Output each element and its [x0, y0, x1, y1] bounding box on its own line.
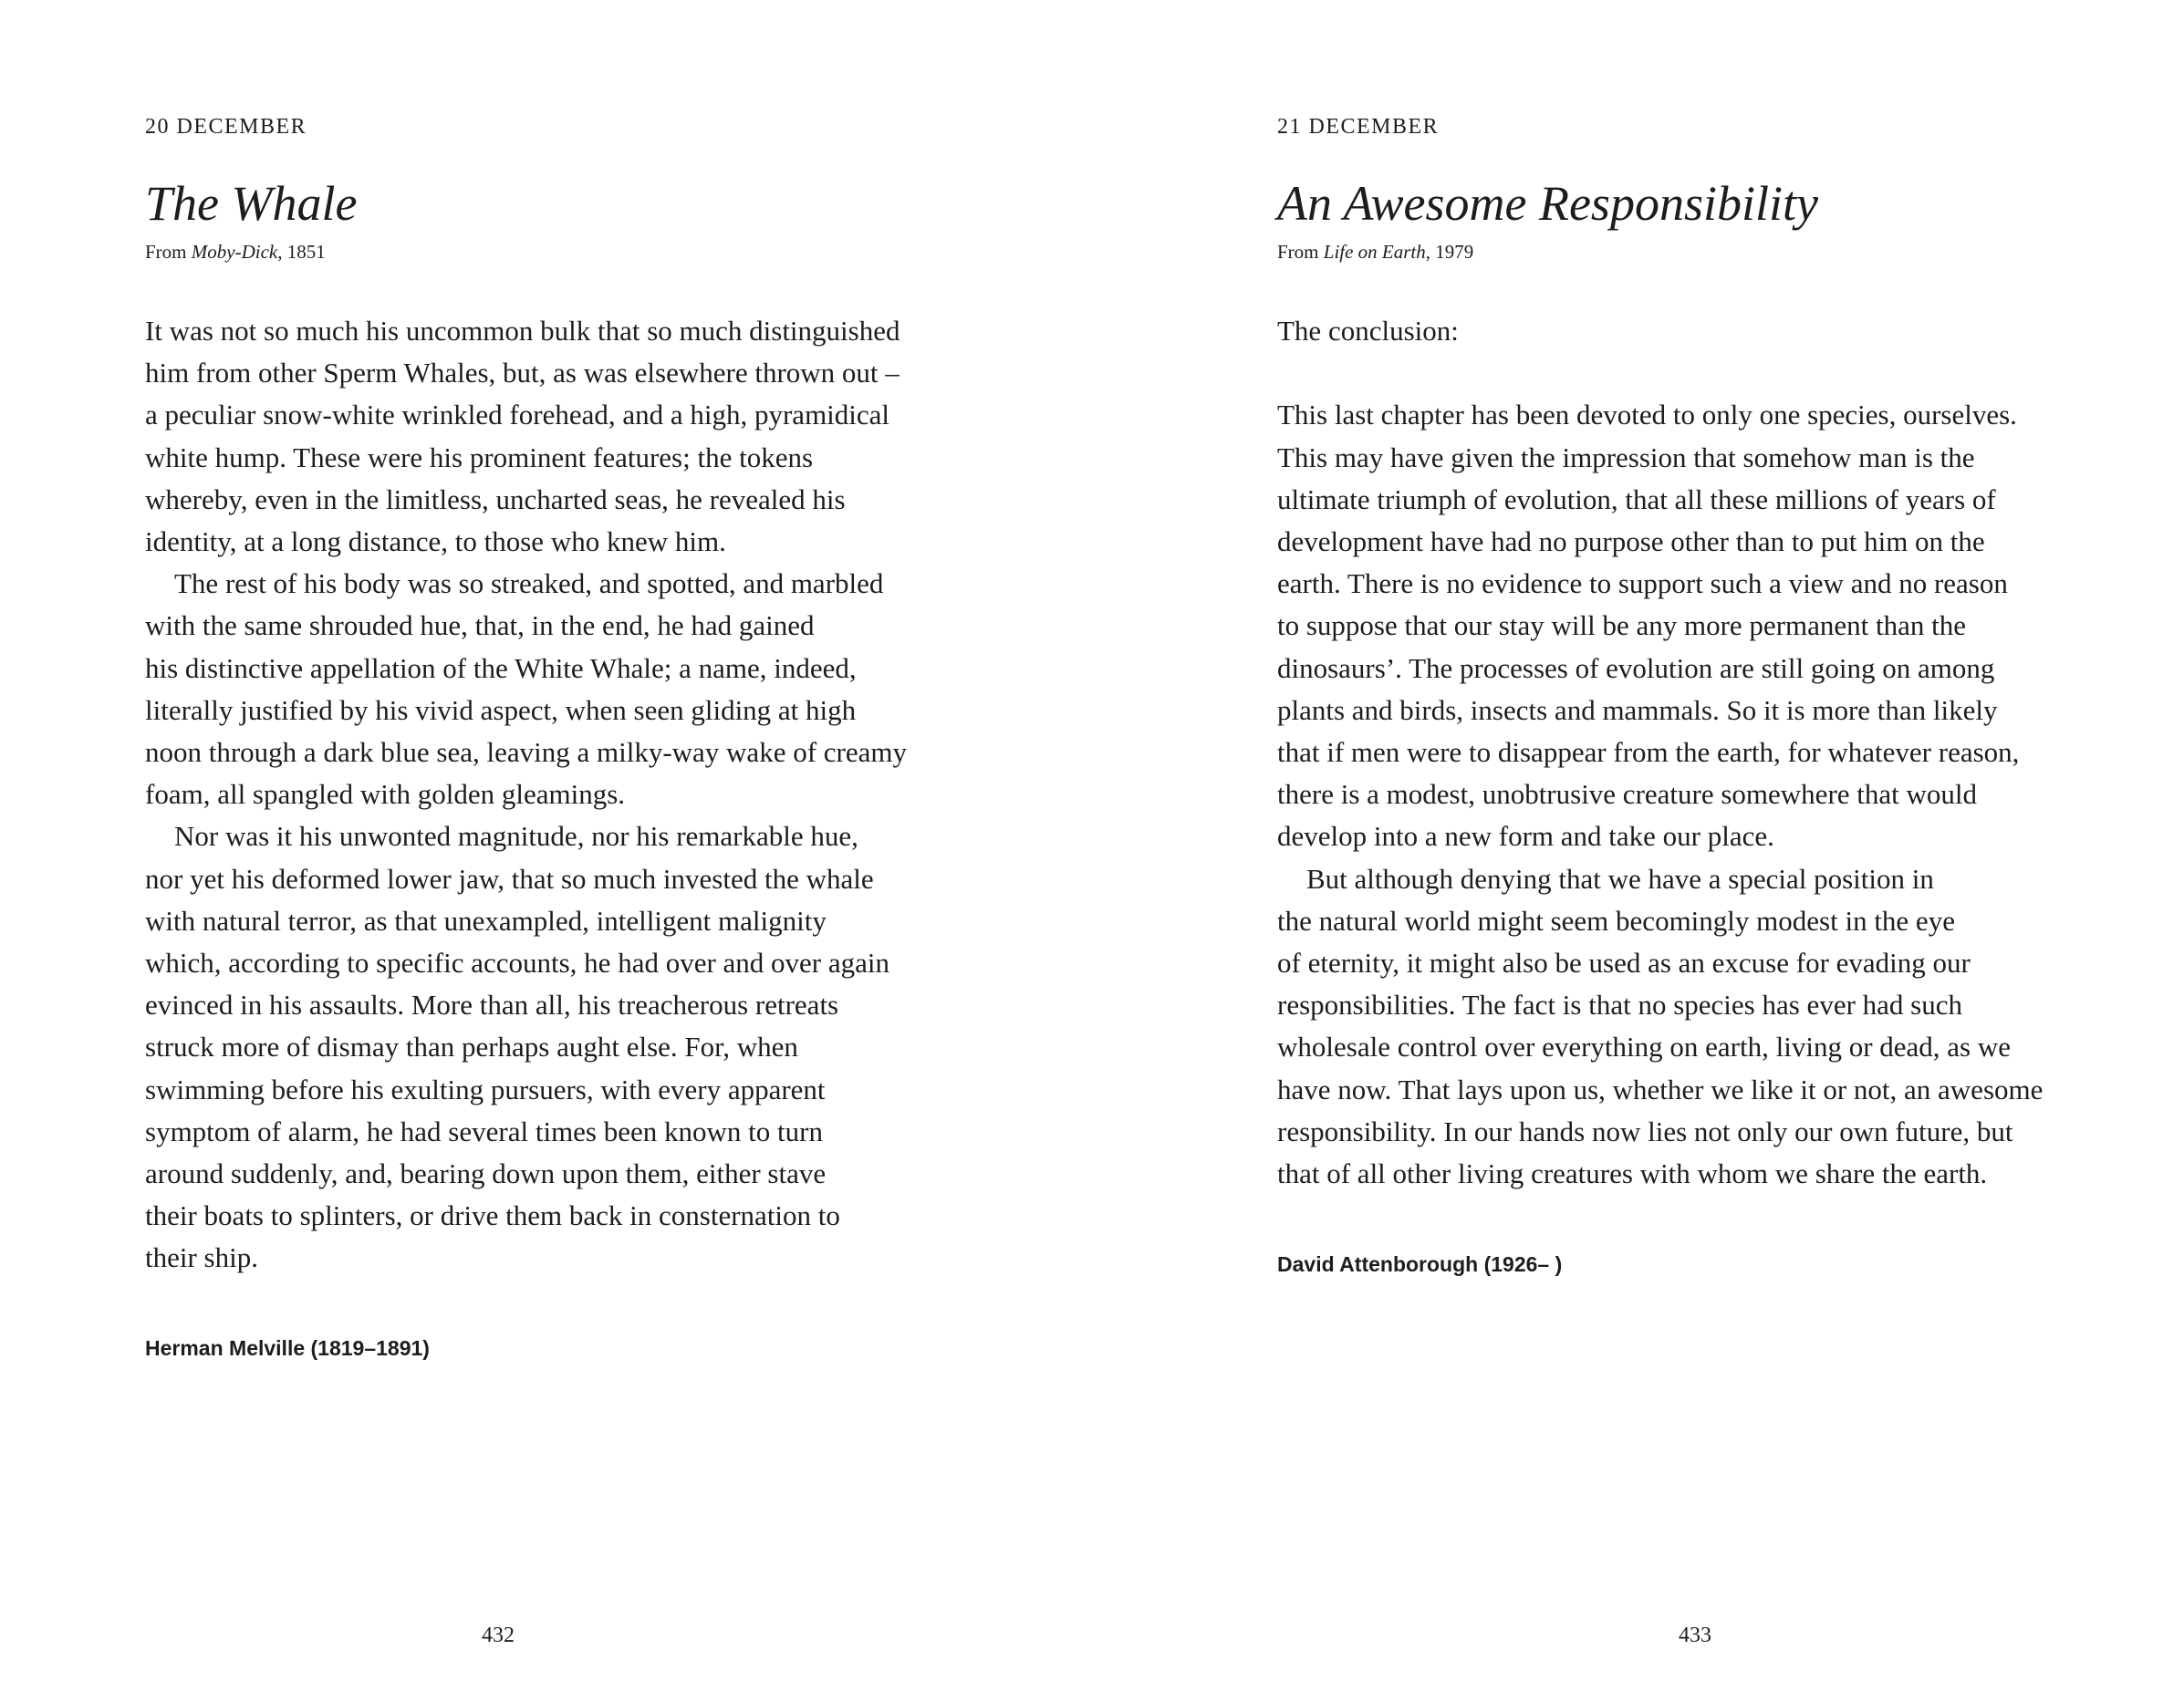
source-work: Life on Earth — [1323, 241, 1426, 263]
source-year: , 1851 — [277, 241, 326, 263]
page-number: 432 — [482, 1624, 515, 1647]
entry-title: The Whale — [145, 176, 358, 231]
entry-title: An Awesome Responsibility — [1277, 176, 1818, 231]
entry-source — [1277, 239, 1473, 265]
paragraph: The conclusion: — [1277, 315, 1459, 347]
paragraph: But although denying that we have a special position in the natural world might seem becomingly modest in the eye of eternity, it might also be used as an excuse for evading our responsibilities. The fact is that no species has ever had such wholesale control over everything on earth, living or dead, as we have now. That lays upon us, whether we like it or not, an awesome responsibility. In our hands now lies not only our own future, but that of all other living creatures with whom we share the earth. — [1277, 862, 2044, 1190]
source-work: Moby-Dick — [191, 241, 278, 263]
paragraph: This last chapter has been devoted to only one species, ourselves. This may have given the impression that somehow man is the ultimate triumph of evolution, that all these millions of years of development have had no purpose other than to put him on the earth. There is no evidence to support such a view and no reason to suppose that our stay will be any more permanent than the dinosaurs’. The processes of evolution are still going on among plants and birds, insects and mammals. So it is more than likely that if men were to disappear from the earth, for whatever reason, there is a modest, unobtrusive creature somewhere that would develop into a new form and take our place. — [1277, 399, 2020, 853]
right-page — [1092, 0, 2184, 1681]
paragraph: The rest of his body was so streaked, and spotted, and marbled with the same shrouded hue, that, in the end, he had gained his distinctive appellation of the White Whale; a name, indeed, literally justified by his vivid aspect, when seen gliding at high noon through a dark blue sea, leaving a milky-way wake of creamy foam, all spangled with golden gleamings. — [145, 567, 907, 811]
entry-source — [145, 239, 326, 265]
paragraph: Nor was it his unwonted magnitude, nor his remarkable hue, nor yet his deformed lower jaw, that so much invested the whale with natural terror, as that unexampled, intelligent malignity which, according to specific accounts, he had over and over again evinced in his assaults. More than all, his treacherous retreats struck more of dismay than perhaps aught else. For, when swimming before his exulting pursuers, with every apparent symptom of alarm, he had several times been known to turn around suddenly, and, bearing down upon them, either stave their boats to splinters, or drive them back in consternation to their ship. — [145, 820, 890, 1274]
entry-date: 20 DECEMBER — [145, 115, 307, 139]
source-year: , 1979 — [1425, 241, 1474, 263]
paragraph: It was not so much his uncommon bulk that so much distinguished him from other Sperm Whales, but, as was elsewhere thrown out – a peculiar snow-white wrinkled forehead, and a high, pyramidical white hump. These were his prominent features; the tokens whereby, even in the limitless, uncharted seas, he revealed his identity, at a long distance, to those who knew him. — [145, 315, 900, 558]
page-number: 433 — [1679, 1624, 1711, 1647]
entry-date: 21 DECEMBER — [1277, 115, 1440, 139]
source-prefix: From — [145, 241, 192, 263]
author-attribution: David Attenborough (1926– ) — [1277, 1252, 1563, 1276]
entry-body — [1277, 310, 2098, 1195]
source-prefix: From — [1277, 241, 1324, 263]
entry-body — [145, 310, 966, 1280]
author-attribution: Herman Melville (1819–1891) — [145, 1336, 430, 1360]
